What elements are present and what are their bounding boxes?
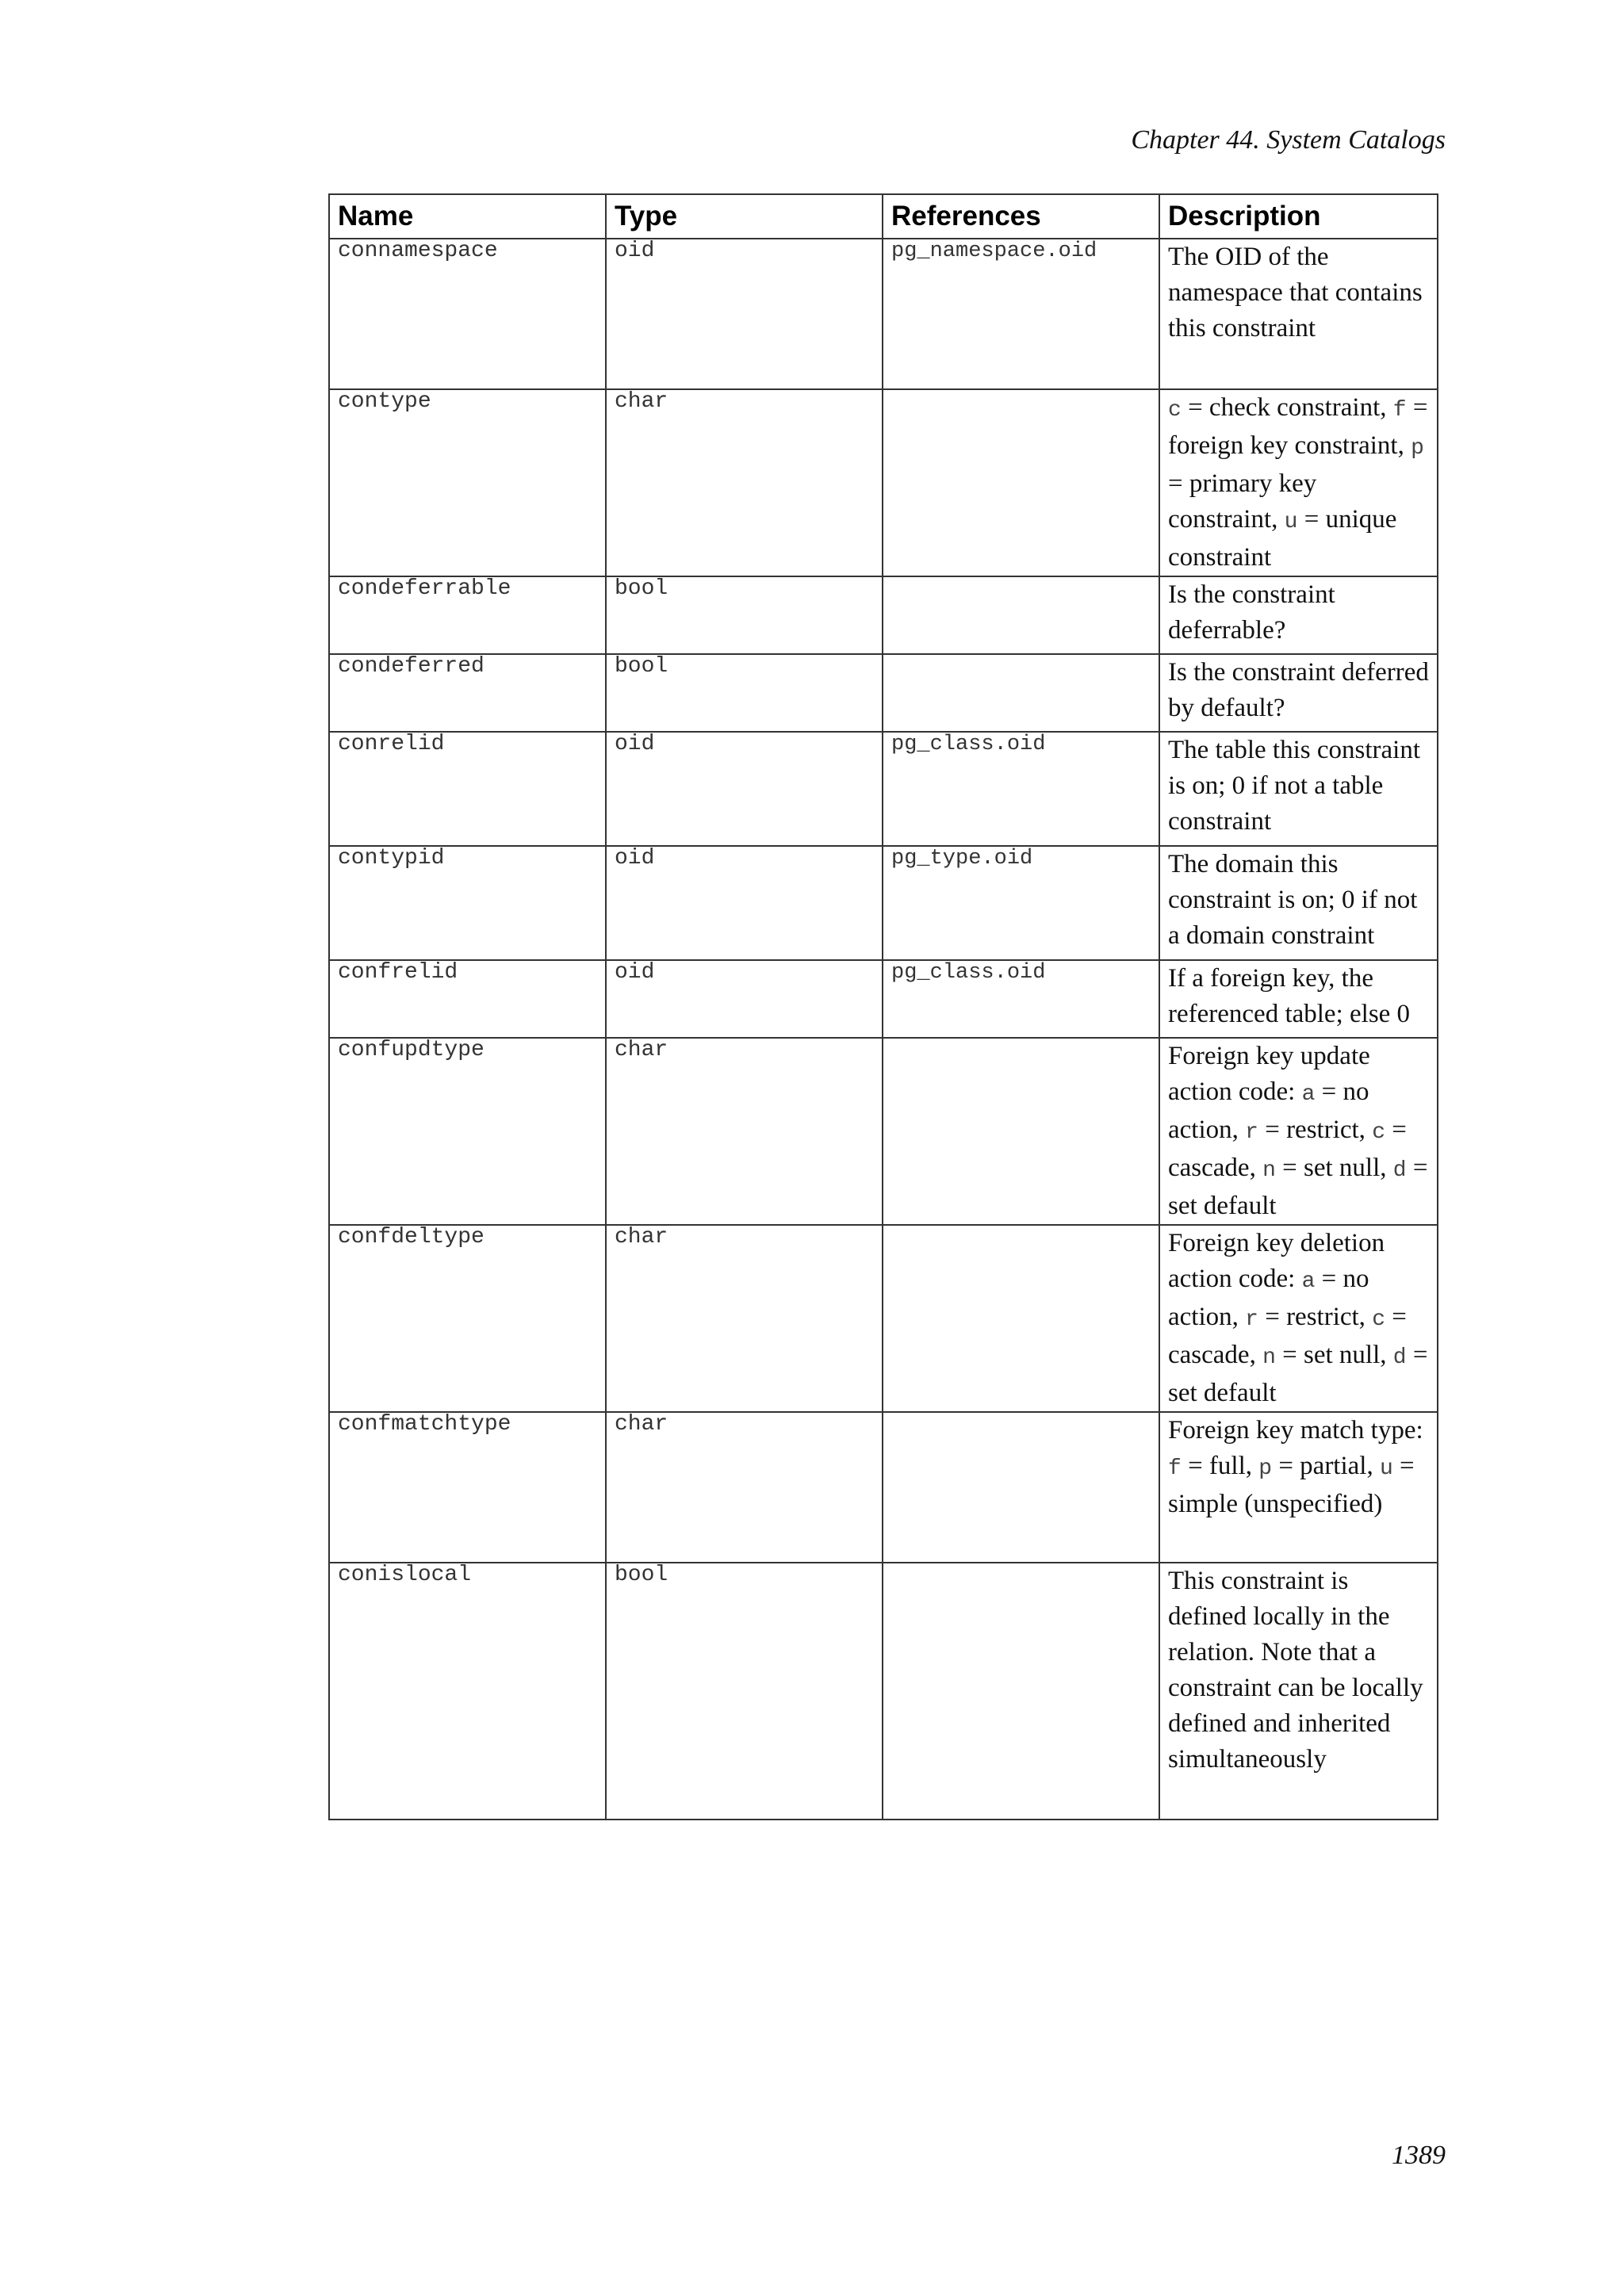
- inline-code: p: [1258, 1456, 1273, 1481]
- cell-type: char: [606, 389, 883, 576]
- table-row: [329, 732, 1438, 846]
- inline-code: c: [1372, 1307, 1385, 1332]
- cell-name: contypid: [329, 846, 606, 960]
- cell-name: confrelid: [329, 960, 606, 1038]
- cell-type: oid: [606, 239, 883, 389]
- table-row: [329, 1038, 1438, 1225]
- description-text: = set default: [1168, 1154, 1428, 1220]
- catalog-columns-table: [328, 193, 1438, 1820]
- description-text: The OID of the namespace that contains this constraint: [1168, 243, 1423, 342]
- inline-code: u: [1284, 510, 1298, 534]
- cell-description: [1159, 576, 1438, 654]
- inline-code: a: [1301, 1269, 1316, 1294]
- cell-type: oid: [606, 732, 883, 846]
- cell-name: connamespace: [329, 239, 606, 389]
- cell-description: [1159, 732, 1438, 846]
- cell-type: bool: [606, 1563, 883, 1820]
- running-header: Chapter 44. System Catalogs: [1131, 125, 1446, 155]
- inline-code: a: [1301, 1082, 1316, 1107]
- cell-type: bool: [606, 576, 883, 654]
- description-text: = set default: [1168, 1341, 1428, 1407]
- description-text: = set null,: [1275, 1154, 1393, 1182]
- inline-code: n: [1262, 1158, 1276, 1183]
- inline-code: d: [1392, 1345, 1407, 1370]
- table-row: [329, 960, 1438, 1038]
- inline-code: r: [1245, 1120, 1258, 1145]
- cell-references: pg_class.oid: [883, 960, 1159, 1038]
- cell-name: confupdtype: [329, 1038, 606, 1225]
- cell-description: [1159, 239, 1438, 389]
- description-text: = foreign key constraint,: [1168, 393, 1428, 460]
- cell-name: condeferred: [329, 654, 606, 732]
- column-header-name: Name: [329, 194, 606, 239]
- inline-code: d: [1392, 1158, 1407, 1183]
- table-row: [329, 576, 1438, 654]
- table-row: [329, 389, 1438, 576]
- cell-description: [1159, 389, 1438, 576]
- cell-type: char: [606, 1225, 883, 1412]
- cell-type: bool: [606, 654, 883, 732]
- description-text: Foreign key update action code:: [1168, 1042, 1370, 1106]
- description-text: Is the constraint deferrable?: [1168, 580, 1335, 645]
- description-text: = full,: [1181, 1452, 1259, 1480]
- cell-description: [1159, 654, 1438, 732]
- description-text: Is the constraint deferred by default?: [1168, 658, 1429, 722]
- cell-references: [883, 654, 1159, 732]
- cell-description: [1159, 960, 1438, 1038]
- inline-code: c: [1372, 1120, 1385, 1145]
- cell-name: conislocal: [329, 1563, 606, 1820]
- cell-name: condeferrable: [329, 576, 606, 654]
- cell-references: pg_namespace.oid: [883, 239, 1159, 389]
- description-text: The table this constraint is on; 0 if not a table constraint: [1168, 736, 1420, 836]
- cell-type: oid: [606, 846, 883, 960]
- cell-references: [883, 1563, 1159, 1820]
- description-text: = unique constraint: [1168, 505, 1397, 572]
- cell-description: [1159, 1563, 1438, 1820]
- table-header-row: [329, 194, 1438, 239]
- cell-name: contype: [329, 389, 606, 576]
- inline-code: r: [1245, 1307, 1258, 1332]
- cell-references: pg_type.oid: [883, 846, 1159, 960]
- cell-references: [883, 1412, 1159, 1563]
- page-number: 1389: [1392, 2141, 1446, 2170]
- description-text: = simple (unspecified): [1168, 1452, 1415, 1518]
- cell-type: char: [606, 1412, 883, 1563]
- table-row: [329, 1225, 1438, 1412]
- inline-code: f: [1168, 1456, 1182, 1481]
- description-text: If a foreign key, the referenced table; else 0: [1168, 964, 1411, 1028]
- inline-code: n: [1262, 1345, 1276, 1370]
- cell-description: [1159, 1038, 1438, 1225]
- inline-code: u: [1379, 1456, 1393, 1481]
- description-text: = restrict,: [1258, 1115, 1373, 1144]
- description-text: = check constraint,: [1181, 393, 1393, 422]
- description-text: = set null,: [1275, 1341, 1393, 1369]
- description-text: Foreign key deletion action code:: [1168, 1229, 1385, 1293]
- table-row: [329, 654, 1438, 732]
- table-row: [329, 846, 1438, 960]
- description-text: = partial,: [1272, 1452, 1380, 1480]
- cell-type: oid: [606, 960, 883, 1038]
- cell-name: confdeltype: [329, 1225, 606, 1412]
- cell-references: [883, 1225, 1159, 1412]
- description-text: = no action,: [1168, 1265, 1369, 1331]
- description-text: = cascade,: [1168, 1303, 1407, 1369]
- column-header-references: References: [883, 194, 1159, 239]
- cell-references: [883, 576, 1159, 654]
- cell-references: pg_class.oid: [883, 732, 1159, 846]
- description-text: = restrict,: [1258, 1303, 1373, 1331]
- table-row: [329, 239, 1438, 389]
- inline-code: c: [1168, 398, 1182, 423]
- cell-description: [1159, 1225, 1438, 1412]
- column-header-type: Type: [606, 194, 883, 239]
- cell-name: confmatchtype: [329, 1412, 606, 1563]
- inline-code: f: [1392, 398, 1407, 423]
- description-text: The domain this constraint is on; 0 if not a domain constraint: [1168, 850, 1418, 950]
- inline-code: p: [1411, 436, 1424, 461]
- cell-description: [1159, 1412, 1438, 1563]
- cell-references: [883, 1038, 1159, 1225]
- description-text: = primary key constraint,: [1168, 469, 1317, 534]
- cell-type: char: [606, 1038, 883, 1225]
- description-text: This constraint is defined locally in the relation. Note that a constraint can be locally defined and inherited simultaneously: [1168, 1567, 1423, 1774]
- column-header-description: Description: [1159, 194, 1438, 239]
- description-text: Foreign key match type:: [1168, 1416, 1423, 1445]
- table-row: [329, 1563, 1438, 1820]
- cell-description: [1159, 846, 1438, 960]
- description-text: = no action,: [1168, 1077, 1369, 1144]
- cell-references: [883, 389, 1159, 576]
- table-row: [329, 1412, 1438, 1563]
- description-text: = cascade,: [1168, 1115, 1407, 1182]
- cell-name: conrelid: [329, 732, 606, 846]
